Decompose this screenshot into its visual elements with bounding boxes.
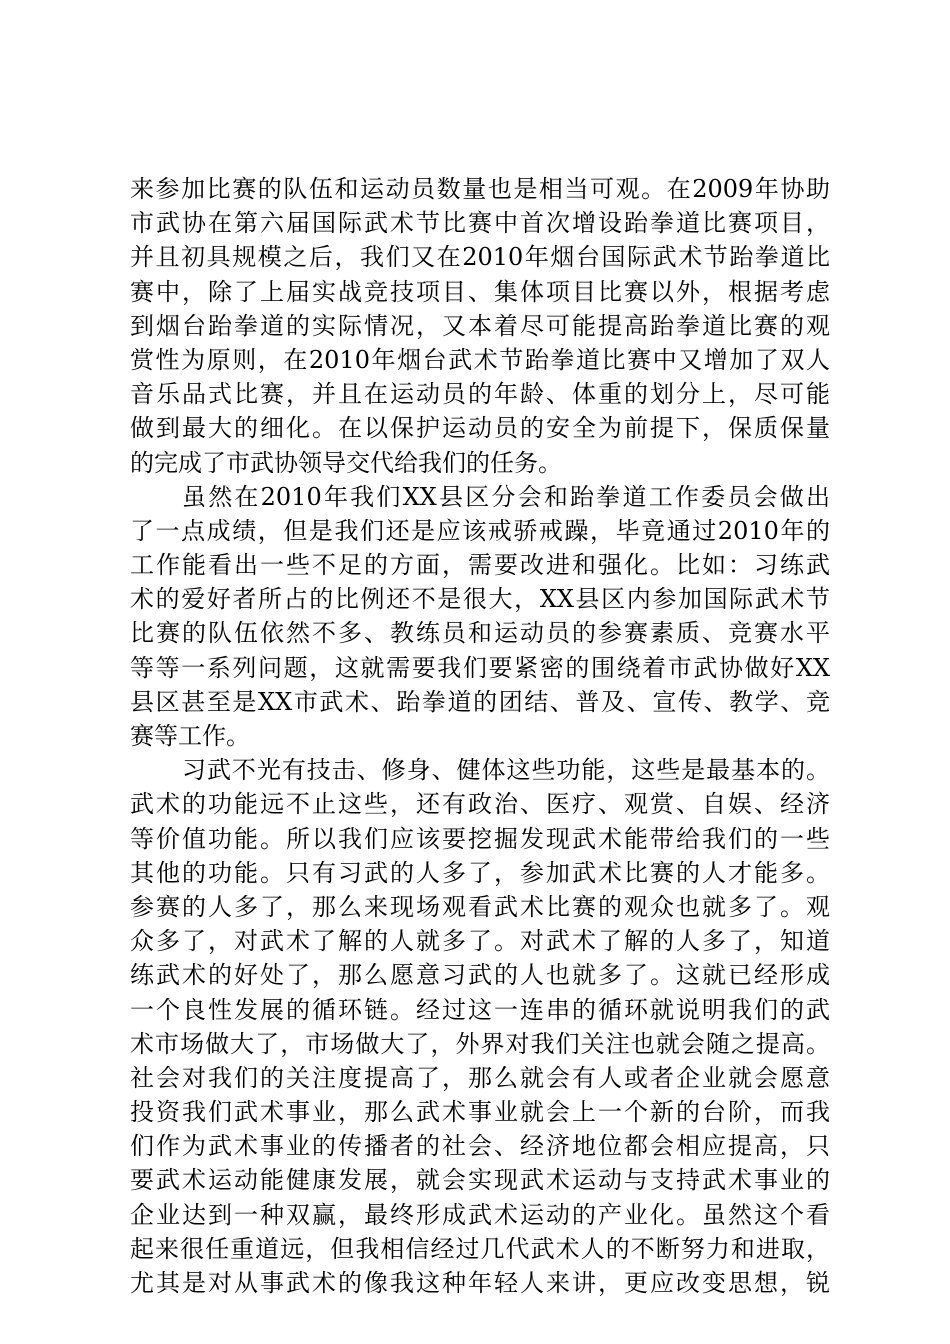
text-line: 做到最大的细化。在以保护运动员的安全为前提下，保质保量 (130, 414, 830, 443)
text-line: 社会对我们的关注度提高了，那么就会有人或者企业就会愿意 (130, 1063, 830, 1092)
text-line: 并且初具规模之后，我们又在2010年烟台国际武术节跆拳道比 (130, 243, 830, 272)
text-line: 到烟台跆拳道的实际情况，又本着尽可能提高跆拳道比赛的观 (130, 311, 830, 340)
text-line: 比赛的队伍依然不多、教练员和运动员的参赛素质、竞赛水平 (130, 619, 830, 648)
text-line: 武术的功能远不止这些，还有政治、医疗、观赏、自娱、经济 (130, 790, 830, 819)
text-line: 其他的功能。只有习武的人多了，参加武术比赛的人才能多。 (130, 858, 830, 887)
text-line: 赛中，除了上届实战竞技项目、集体项目比赛以外，根据考虑 (130, 277, 830, 306)
text-line: 虽然在2010年我们XX县区分会和跆拳道工作委员会做出 (182, 482, 830, 511)
text-line: 赛等工作。 (130, 722, 250, 750)
text-line: 等等一系列问题，这就需要我们要紧密的围绕着市武协做好XX (130, 653, 830, 682)
text-line: 习武不光有技击、修身、健体这些功能，这些是最基本的。 (182, 756, 830, 785)
text-line: 要武术运动能健康发展，就会实现武术运动与支持武术事业的 (130, 1166, 830, 1195)
text-line: 练武术的好处了，那么愿意习武的人也就多了。这就已经形成 (130, 961, 830, 990)
text-line: 企业达到一种双赢，最终形成武术运动的产业化。虽然这个看 (130, 1200, 830, 1229)
text-line: 术市场做大了，市场做大了，外界对我们关注也就会随之提高。 (130, 1029, 830, 1058)
text-line: 尤其是对从事武术的像我这种年轻人来讲，更应改变思想，锐 (130, 1269, 830, 1297)
text-line: 工作能看出一些不足的方面，需要改进和强化。比如：习练武 (130, 551, 830, 580)
text-line: 投资我们武术事业，那么武术事业就会上一个新的台阶，而我 (130, 1098, 830, 1127)
text-line: 市武协在第六届国际武术节比赛中首次增设跆拳道比赛项目， (130, 209, 830, 238)
text-line: 了一点成绩，但是我们还是应该戒骄戒躁，毕竟通过2010年的 (130, 516, 830, 545)
text-line: 县区甚至是XX市武术、跆拳道的团结、普及、宣传、教学、竞 (130, 687, 830, 716)
text-line: 来参加比赛的队伍和运动员数量也是相当可观。在2009年协助 (130, 175, 830, 203)
text-line: 赏性为原则，在2010年烟台武术节跆拳道比赛中又增加了双人 (130, 345, 830, 374)
text-line: 的完成了市武协领导交代给我们的任务。 (130, 448, 562, 477)
body-text (130, 172, 830, 1300)
text-line: 音乐品式比赛，并且在运动员的年龄、体重的划分上，尽可能 (130, 380, 830, 409)
text-line: 起来很任重道远，但我相信经过几代武术人的不断努力和进取， (130, 1234, 830, 1263)
text-line: 们作为武术事业的传播者的社会、经济地位都会相应提高，只 (130, 1132, 830, 1161)
text-line: 等价值功能。所以我们应该要挖掘发现武术能带给我们的一些 (130, 824, 830, 853)
text-line: 众多了，对武术了解的人就多了。对武术了解的人多了，知道 (130, 927, 830, 956)
text-line: 一个良性发展的循环链。经过这一连串的循环就说明我们的武 (130, 995, 830, 1024)
text-line: 术的爱好者所占的比例还不是很大，XX县区内参加国际武术节 (130, 585, 830, 614)
text-line: 参赛的人多了，那么来现场观看武术比赛的观众也就多了。观 (130, 892, 830, 921)
